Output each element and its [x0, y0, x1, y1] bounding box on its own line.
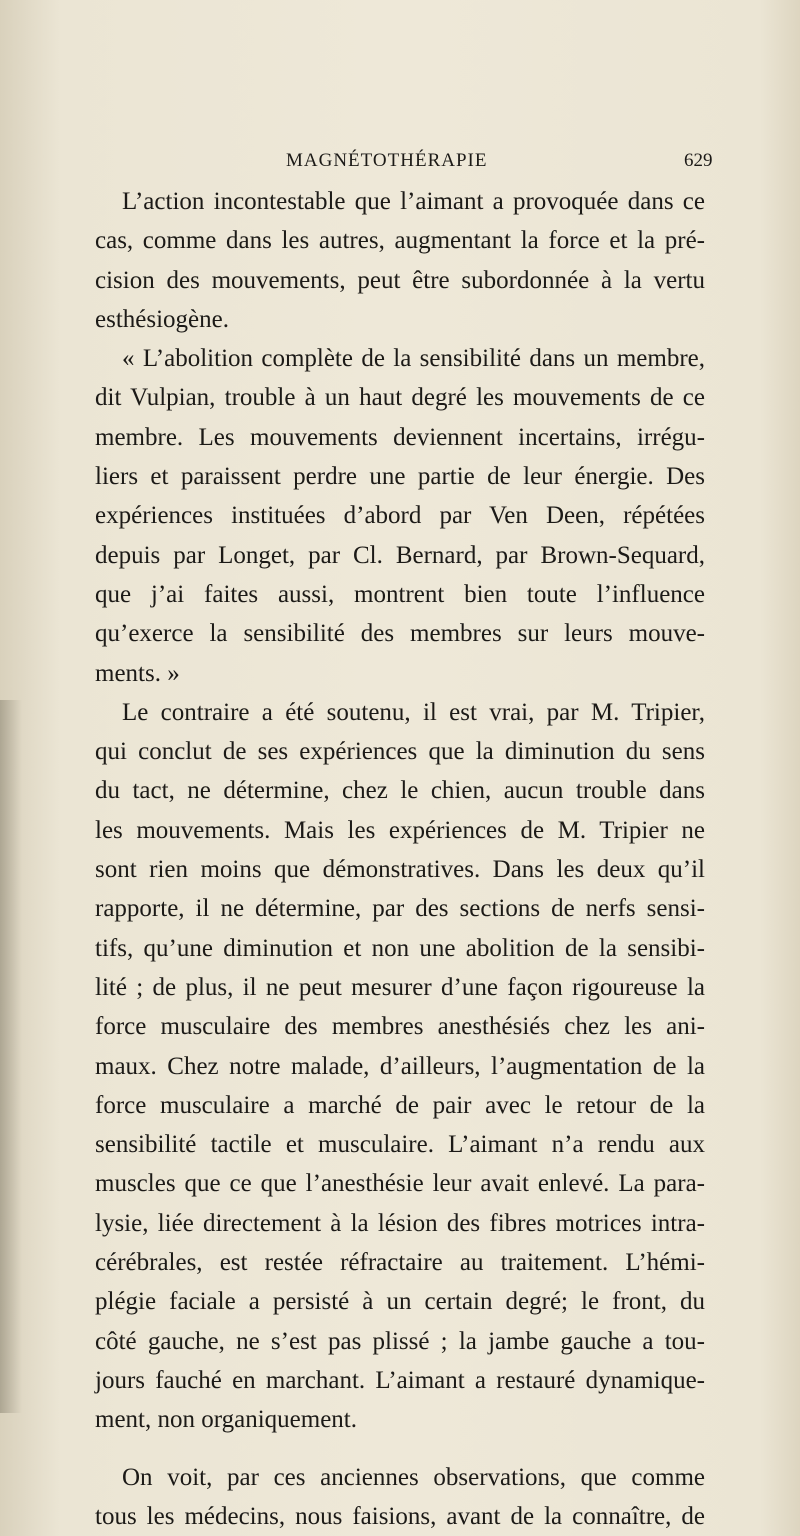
text-line: maux. Chez notre malade, d’ailleurs, l’augmentation de la [95, 1052, 705, 1080]
text-line: sensibilité tactile et musculaire. L’aimant n’a rendu aux [95, 1131, 705, 1159]
text-line: lité ; de plus, il ne peut mesurer d’une façon rigoureuse la [95, 973, 705, 1001]
text-line: ments. » [95, 659, 180, 687]
text-line: force musculaire des membres anesthésiés chez les ani- [95, 1013, 705, 1041]
page-number: 629 [684, 150, 713, 171]
text-line: On voit, par ces anciennes observations, que comme [122, 1463, 705, 1491]
text-line: Le contraire a été soutenu, il est vrai, par M. Tripier, [122, 698, 705, 726]
text-line: sont rien moins que démonstratives. Dans les deux qu’il [95, 856, 705, 884]
text-line: qui conclut de ses expériences que la diminution du sens [95, 738, 705, 766]
running-head [60, 150, 760, 178]
text-line: cas, comme dans les autres, augmentant la force et la pré- [95, 227, 705, 255]
text-line: jours fauché en marchant. L’aimant a restauré dynamique- [95, 1366, 705, 1394]
text-line: liers et paraissent perdre une partie de leur énergie. Des [95, 463, 705, 491]
running-title: MAGNÉTOTHÉRAPIE [286, 150, 488, 171]
text-line: que j’ai faites aussi, montrent bien toute l’influence [95, 580, 705, 608]
text-line: cision des mouvements, peut être subordonnée à la vertu [95, 266, 705, 294]
text-line: ment, non organiquement. [95, 1406, 357, 1434]
text-line: lysie, liée directement à la lésion des fibres motrices intra- [95, 1209, 705, 1237]
text-line: qu’exerce la sensibilité des membres sur leurs mouve- [95, 620, 705, 648]
text-line: L’action incontestable que l’aimant a provoquée dans ce [122, 188, 705, 215]
text-line: muscles que ce que l’anesthésie leur avait enlevé. La para- [95, 1170, 705, 1198]
body-text [95, 182, 705, 1536]
text-line: depuis par Longet, par Cl. Bernard, par Brown-Sequard, [95, 541, 705, 569]
page-edge-shadow [0, 700, 22, 1413]
text-line: plégie faciale a persisté à un certain degré; le front, du [95, 1288, 705, 1316]
text-line: du tact, ne détermine, chez le chien, aucun trouble dans [95, 777, 705, 805]
text-line: tifs, qu’une diminution et non une abolition de la sensibi- [95, 934, 705, 962]
text-line: expériences instituées d’abord par Ven Deen, répétées [95, 502, 705, 530]
text-line: rapporte, il ne détermine, par des sections de nerfs sensi- [95, 895, 705, 923]
text-line: dit Vulpian, trouble à un haut degré les mouvements de ce [95, 384, 705, 412]
text-line: côté gauche, ne s’est pas plissé ; la jambe gauche a tou- [95, 1327, 705, 1355]
text-line: « L’abolition complète de la sensibilité dans un membre, [122, 345, 705, 373]
text-line: membre. Les mouvements deviennent incertains, irrégu- [95, 423, 705, 451]
text-line: cérébrales, est restée réfractaire au traitement. L’hémi- [95, 1249, 705, 1277]
paragraph-gap [95, 1440, 705, 1458]
text-line: tous les médecins, nous faisions, avant de la connaître, de [95, 1502, 705, 1530]
text-line: les mouvements. Mais les expériences de M. Tripier ne [95, 816, 705, 844]
text-line: force musculaire a marché de pair avec le retour de la [95, 1091, 705, 1119]
text-line: esthésiogène. [95, 305, 229, 333]
